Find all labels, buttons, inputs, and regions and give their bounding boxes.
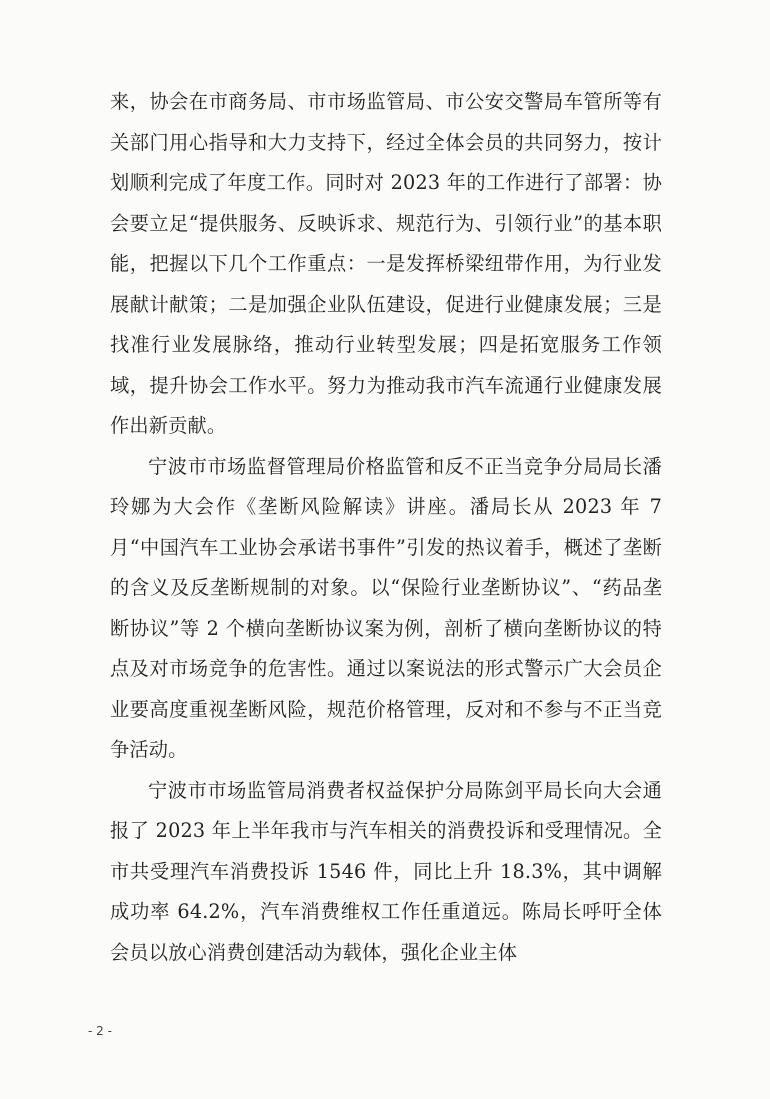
document-body	[110, 82, 662, 973]
paragraph-1: 来，协会在市商务局、市市场监管局、市公安交警局车管所等有关部门用心指导和大力支持下，经过全体会员的共同努力，按计划顺利完成了年度工作。同时对 2023 年的工作进行了部署：协会要立足“提供服务、反映诉求、规范行为、引领行业”的基本职能，把握以下几个工作重点：一是发挥桥梁纽带作用，为行业发展献计献策；二是加强企业队伍建设，促进行业健康发展；三是找准行业发展脉络，推动行业转型发展；四是拓宽服务工作领域，提升协会工作水平。努力为推动我市汽车流通行业健康发展作出新贡献。	[110, 90, 662, 437]
paragraph-3: 宁波市市场监管局消费者权益保护分局陈剑平局长向大会通报了 2023 年上半年我市与汽车相关的消费投诉和受理情况。全市共受理汽车消费投诉 1546 件，同比上升 18.3%，其中调解成功率 64.2%，汽车消费维权工作任重道远。陈局长呼吁全体会员以放心消费创建活动为载体，强化企业主体	[110, 778, 662, 964]
paragraph-2: 宁波市市场监督管理局价格监管和反不正当竞争分局局长潘玲娜为大会作《垄断风险解读》讲座。潘局长从 2023 年 7 月“中国汽车工业协会承诺书事件”引发的热议着手，概述了垄断的含义及反垄断规制的对象。以“保险行业垄断协议”、“药品垄断协议”等 2 个横向垄断协议案为例，剖析了横向垄断协议的特点及对市场竞争的危害性。通过以案说法的形式警示广大会员企业要高度重视垄断风险，规范价格管理，反对和不参与不正当竞争活动。	[110, 454, 662, 761]
page-number: - 2 -	[88, 1024, 112, 1038]
